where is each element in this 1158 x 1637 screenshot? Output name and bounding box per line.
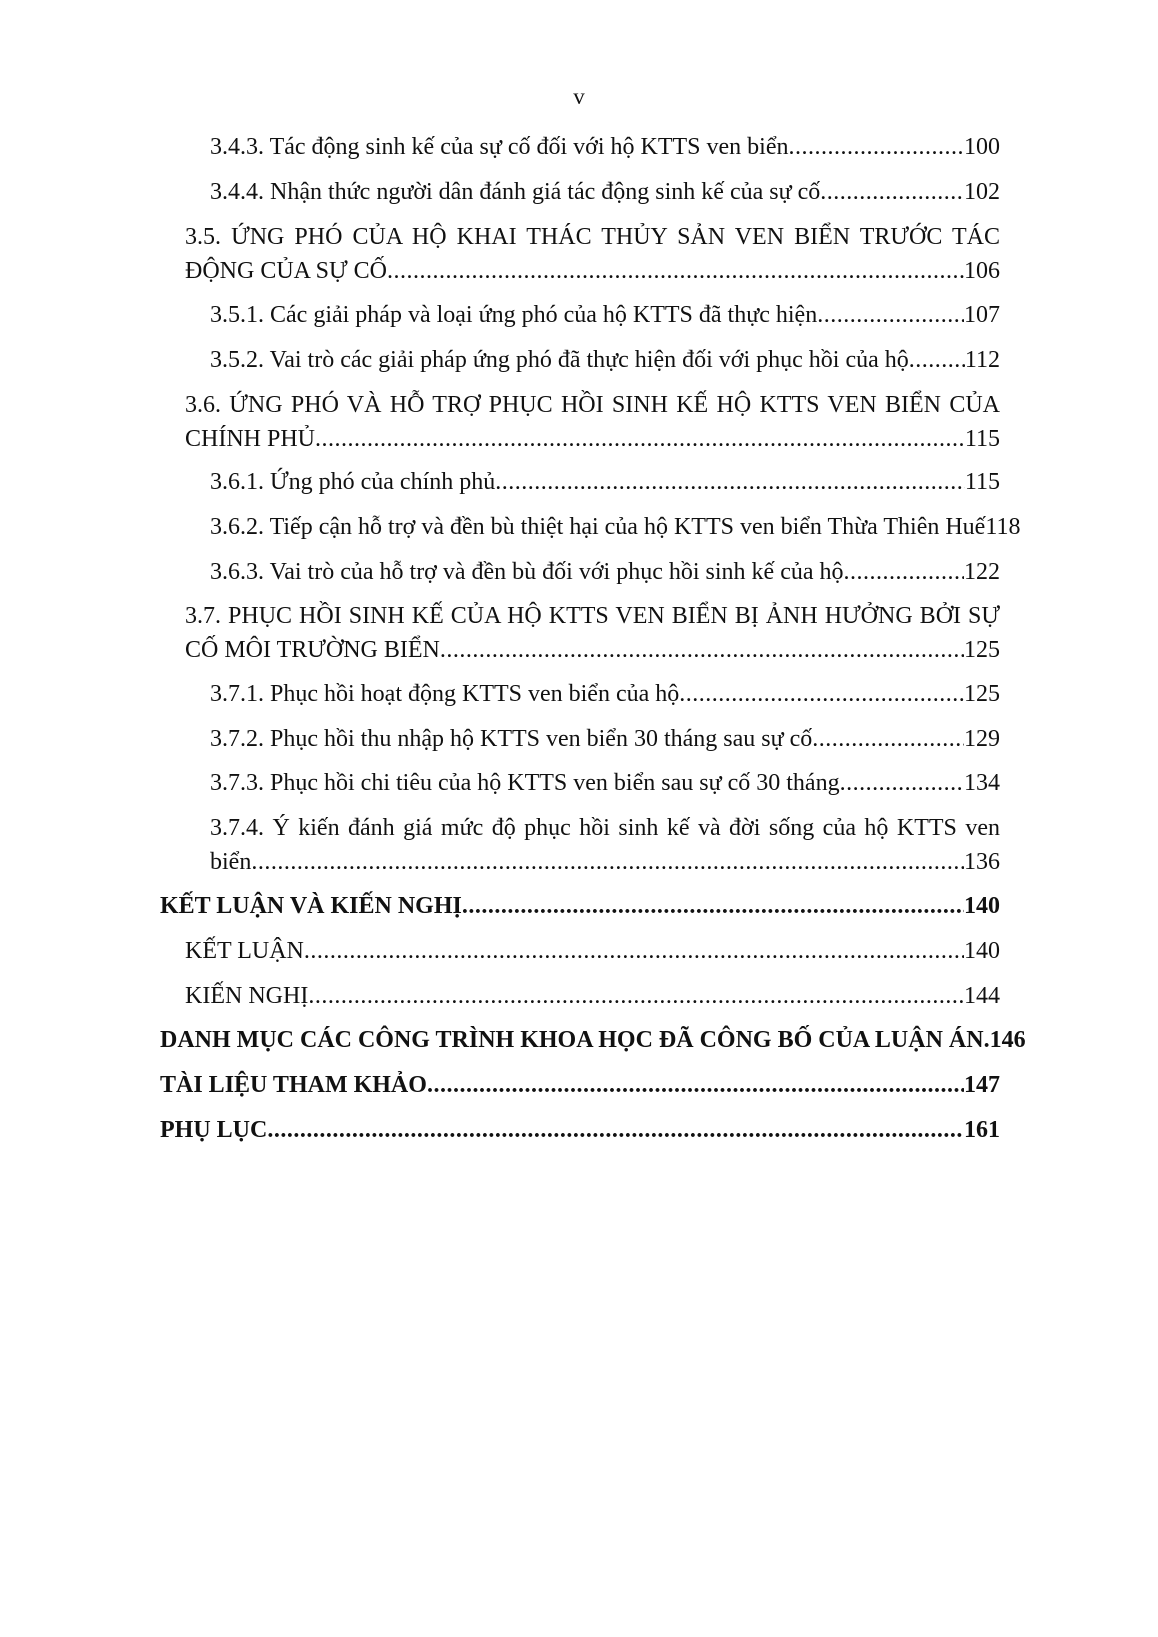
toc-entry-title-line2: CỐ MÔI TRƯỜNG BIỂN [185,637,440,663]
toc-entry-3-5-1[interactable] [210,298,1000,332]
toc-entry-3-7-3[interactable] [210,766,1000,800]
toc-entry-page: 125 [964,681,1000,707]
toc-entry-page: 144 [964,983,1000,1009]
toc-entry-page: 106 [964,258,1000,284]
toc-entry-title: KẾT LUẬN [185,938,304,964]
toc-leader-dots [440,633,964,667]
toc-leader-dots [387,254,964,288]
toc-entry-title: 3.7.1. Phục hồi hoạt động KTTS ven biển của hộ [210,681,680,707]
toc-entry-page: 115 [964,469,1000,495]
toc-entry-title: 3.5.2. Vai trò các giải pháp ứng phó đã thực hiện đối với phục hồi của hộ [210,347,909,373]
toc-entry-title: 3.6.3. Vai trò của hỗ trợ và đền bù đối với phục hồi sinh kế của hộ [210,559,844,585]
toc-leader-dots [789,130,965,164]
toc-entry-3-6-1[interactable] [210,465,1000,499]
toc-entry-recommendation[interactable] [185,979,1000,1013]
toc-entry-title: PHỤ LỤC [160,1117,268,1143]
toc-leader-dots [909,343,965,377]
toc-entry-conclusion-recommendation[interactable] [160,889,1000,923]
toc-entry-3-7-1[interactable] [210,677,1000,711]
toc-entry-3-5[interactable] [185,220,1000,288]
toc-leader-dots [462,889,964,923]
toc-entry-page: 140 [964,893,1000,919]
toc-entry-title: 3.7.2. Phục hồi thu nhập hộ KTTS ven biển 30 tháng sau sự cố [210,726,813,752]
toc-leader-dots [267,1113,964,1147]
toc-entry-3-5-2[interactable] [210,343,1000,377]
toc-leader-dots [812,722,964,756]
toc-entry-appendix[interactable] [160,1113,1000,1147]
toc-entry-page: 146 [989,1027,1026,1053]
toc-leader-dots [679,677,964,711]
toc-entry-title: 3.7.3. Phục hồi chi tiêu của hộ KTTS ven biển sau sự cố 30 tháng [210,770,840,796]
toc-entry-page: 118 [985,514,1021,540]
toc-entry-title-line2: biển [210,849,252,875]
toc-entry-3-6-3[interactable] [210,555,1000,589]
toc-leader-dots [844,555,965,589]
toc-entry-3-7-4[interactable] [210,811,1000,879]
toc-entry-page: 129 [964,726,1000,752]
toc-entry-page: 100 [964,134,1000,160]
toc-entry-title-line1: 3.7. PHỤC HỒI SINH KẾ CỦA HỘ KTTS VEN BIỂN BỊ ẢNH HƯỞNG BỞI SỰ [185,603,1000,629]
toc-leader-dots [308,979,964,1013]
toc-entry-3-6[interactable] [185,388,1000,456]
toc-entry-title: 3.6.2. Tiếp cận hỗ trợ và đền bù thiệt hại của hộ KTTS ven biển Thừa Thiên Huế [210,514,986,540]
toc-leader-dots [820,175,964,209]
toc-entry-page: 122 [964,559,1000,585]
toc-entry-publications[interactable] [160,1023,1026,1057]
page-number: v [573,84,585,109]
toc-entry-title-line1: 3.7.4. Ý kiến đánh giá mức độ phục hồi sinh kế và đời sống của hộ KTTS ven [210,815,1000,841]
toc-entry-3-7[interactable] [185,599,1000,667]
toc-leader-dots [315,422,965,456]
toc-entry-title: 3.6.1. Ứng phó của chính phủ [210,469,496,495]
toc-entry-title-line2: ĐỘNG CỦA SỰ CỐ [185,258,387,284]
toc-leader-dots [817,298,964,332]
toc-entry-title: KẾT LUẬN VÀ KIẾN NGHỊ [160,893,462,919]
toc-entry-page: 140 [964,938,1000,964]
toc-entry-page: 115 [964,426,1000,452]
toc-leader-dots [304,934,964,968]
toc-entry-3-6-2[interactable] [210,510,1021,544]
toc-entry-conclusion[interactable] [185,934,1000,968]
toc-entry-title: DANH MỤC CÁC CÔNG TRÌNH KHOA HỌC ĐÃ CÔNG BỐ CỦA LUẬN ÁN. [160,1027,990,1053]
toc-entry-title-line2: CHÍNH PHỦ [185,426,316,452]
toc-leader-dots [427,1068,964,1102]
toc-entry-page: 125 [964,637,1000,663]
toc-entry-title-line1: 3.6. ỨNG PHÓ VÀ HỖ TRỢ PHỤC HỒI SINH KẾ HỘ KTTS VEN BIỂN CỦA [185,392,1000,418]
toc-entry-3-4-3[interactable] [210,130,1000,164]
toc-entry-page: 161 [964,1117,1000,1143]
toc-entry-page: 147 [964,1072,1000,1098]
toc-entry-title: 3.5.1. Các giải pháp và loại ứng phó của hộ KTTS đã thực hiện [210,302,818,328]
toc-entry-title: 3.4.3. Tác động sinh kế của sự cố đối với hộ KTTS ven biển [210,134,789,160]
toc-entry-page: 136 [964,849,1000,875]
toc-entry-title: 3.4.4. Nhận thức người dân đánh giá tác động sinh kế của sự cố [210,179,821,205]
toc-leader-dots [495,465,965,499]
toc-entry-3-4-4[interactable] [210,175,1000,209]
toc-entry-title: KIẾN NGHỊ [185,983,309,1009]
toc-entry-page: 102 [964,179,1000,205]
toc-entry-page: 134 [964,770,1000,796]
toc-leader-dots [840,766,964,800]
toc-entry-references[interactable] [160,1068,1000,1102]
toc-entry-page: 112 [964,347,1000,373]
toc-entry-title-line1: 3.5. ỨNG PHÓ CỦA HỘ KHAI THÁC THỦY SẢN VEN BIỂN TRƯỚC TÁC [185,224,1000,250]
toc-entry-3-7-2[interactable] [210,722,1000,756]
toc-entry-title: TÀI LIỆU THAM KHẢO [160,1072,427,1098]
toc-leader-dots [251,845,964,879]
toc-entry-page: 107 [964,302,1000,328]
